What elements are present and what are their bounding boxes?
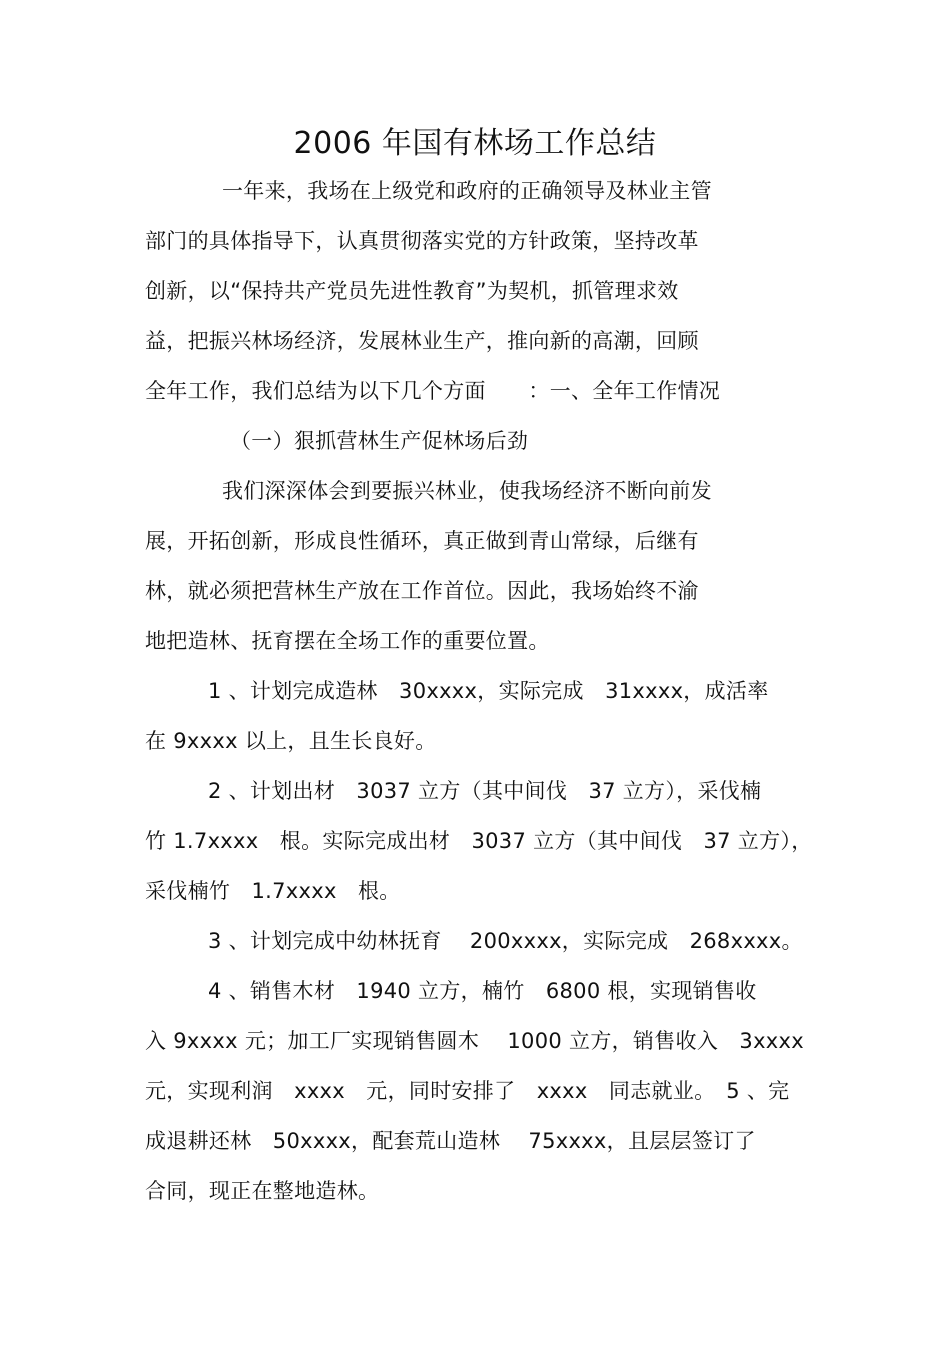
document-title: 2006 年国有林场工作总结 <box>293 126 657 161</box>
paragraph-line: 创新，以“保持共产党员先进性教育”为契机，抓管理求效 <box>145 279 679 303</box>
paragraph-line: 我们深深体会到要振兴林业，使我场经济不断向前发 <box>222 479 712 503</box>
list-item-line: 竹 1.7xxxx 根。实际完成出材 3037 立方（其中间伐 37 立方）， <box>145 829 813 853</box>
list-item-line: 4 、销售木材 1940 立方，楠竹 6800 根，实现销售收 <box>208 979 757 1003</box>
paragraph-line: 益，把振兴林场经济，发展林业生产，推向新的高潮，回顾 <box>145 329 699 353</box>
list-item-line: 入 9xxxx 元；加工厂实现销售圆木 1000 立方，销售收入 3xxxx <box>145 1029 804 1053</box>
paragraph-line: 部门的具体指导下，认真贯彻落实党的方针政策，坚持改革 <box>145 229 699 253</box>
paragraph-line: 一年来，我场在上级党和政府的正确领导及林业主管 <box>222 179 712 203</box>
list-item-line: 3 、计划完成中幼林抚育 200xxxx，实际完成 268xxxx。 <box>208 929 803 953</box>
section-heading: （一）狠抓营林生产促林场后劲 <box>230 429 529 453</box>
list-item-line: 2 、计划出材 3037 立方（其中间伐 37 立方），采伐楠 <box>208 779 762 803</box>
paragraph-line: 地把造林、抚育摆在全场工作的重要位置。 <box>145 629 550 653</box>
paragraph-line: 林，就必须把营林生产放在工作首位。因此，我场始终不渝 <box>145 579 699 603</box>
list-item-line: 在 9xxxx 以上，且生长良好。 <box>145 729 437 753</box>
paragraph-line: 全年工作，我们总结为以下几个方面 ：一、全年工作情况 <box>145 379 721 403</box>
list-item-line: 合同，现正在整地造林。 <box>145 1179 380 1203</box>
list-item-line: 成退耕还林 50xxxx，配套荒山造林 75xxxx，且层层签订了 <box>145 1129 756 1153</box>
list-item-line: 采伐楠竹 1.7xxxx 根。 <box>145 879 401 903</box>
list-item-line: 元，实现利润 xxxx 元，同时安排了 xxxx 同志就业。 5 、完 <box>145 1079 790 1103</box>
paragraph-line: 展，开拓创新，形成良性循环，真正做到青山常绿，后继有 <box>145 529 699 553</box>
list-item-line: 1 、计划完成造林 30xxxx，实际完成 31xxxx，成活率 <box>208 679 769 703</box>
